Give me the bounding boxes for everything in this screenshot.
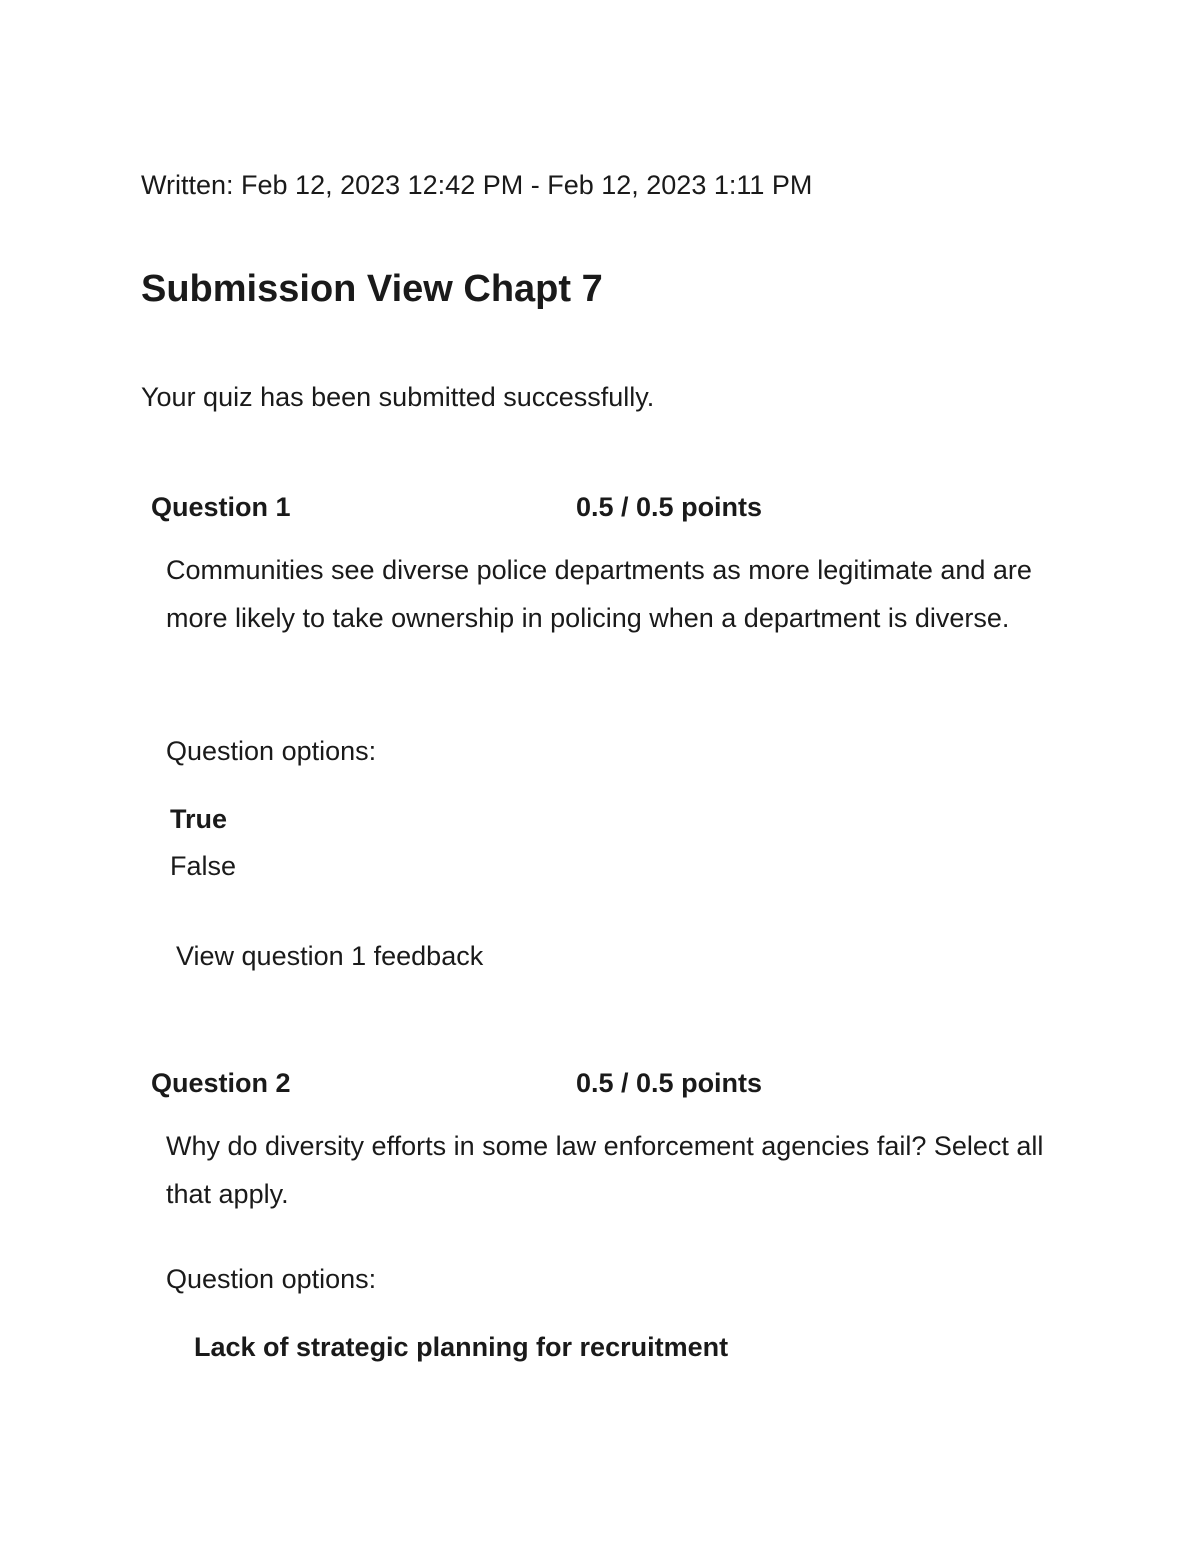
- question-2-option-1: Lack of strategic planning for recruitment: [194, 1332, 729, 1362]
- question-1-option-true: True: [170, 804, 228, 834]
- question-1-options-label: Question options:: [166, 736, 377, 766]
- question-1-label: Question 1: [151, 492, 291, 522]
- question-2-options-label: Question options:: [166, 1264, 377, 1294]
- question-2-text: Why do diversity efforts in some law enforcement agencies fail? Select all that apply.: [166, 1131, 1044, 1209]
- submission-status: Your quiz has been submitted successfully.: [141, 382, 655, 412]
- written-timestamp: Written: Feb 12, 2023 12:42 PM - Feb 12, 2023 1:11 PM: [141, 170, 813, 200]
- question-2-points: 0.5 / 0.5 points: [576, 1068, 763, 1098]
- question-2-label: Question 2: [151, 1068, 291, 1098]
- question-1-points: 0.5 / 0.5 points: [576, 492, 763, 522]
- question-1-text: Communities see diverse police departments as more legitimate and are more likely to take ownership in policing when a department is diverse.: [166, 555, 1032, 633]
- question-1-feedback-link[interactable]: View question 1 feedback: [176, 941, 484, 971]
- question-1-option-false: False: [170, 851, 237, 881]
- page-title: Submission View Chapt 7: [141, 268, 603, 310]
